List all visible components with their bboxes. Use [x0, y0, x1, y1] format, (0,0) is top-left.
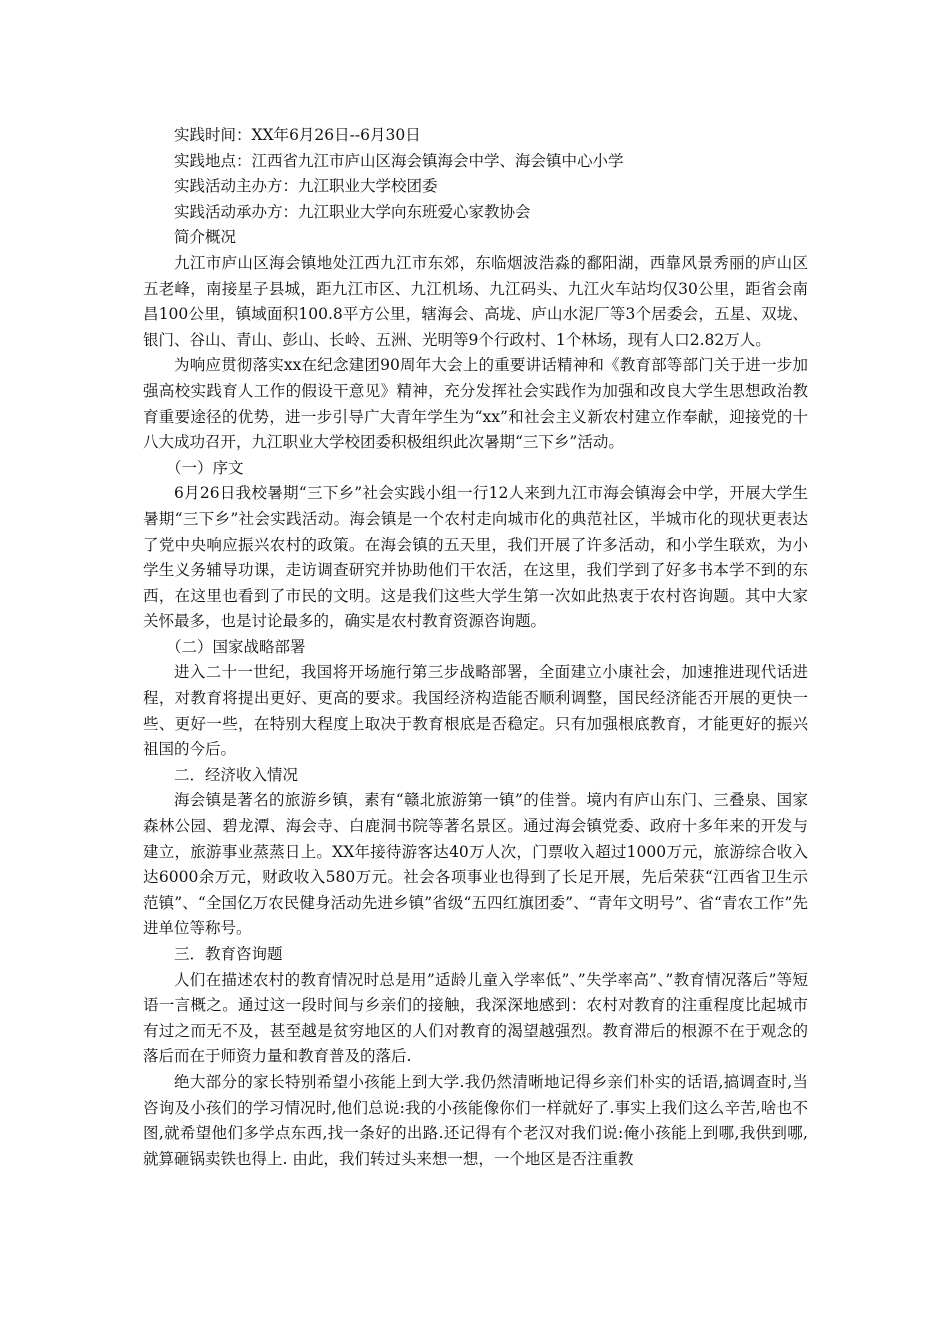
education-heading: 三．教育咨询题 [174, 945, 283, 963]
intro-paragraph-1: 九江市庐山区海会镇地处江西九江市东郊，东临烟波浩淼的鄱阳湖，西靠风景秀丽的庐山区五老峰，南接星子县城，距九江市区、九江机场、九江码头、九江火车站均仅30公里，距省会南昌100公里，镇域面积100.8平方公里，辖海会、高垅、庐山水泥厂等3个居委会，五星、双垅、银门、谷山、青山、彭山、长岭、五洲、光明等9个行政村、1个林场，现有人口2.82万人。 [143, 253, 808, 349]
practice-time: 实践时间：XX年6月26日--6月30日 [174, 126, 421, 144]
strategy-paragraph: 进入二十一世纪，我国将开场施行第三步战略部署，全面建立小康社会，加速推进现代话进程，对教育将提出更好、更高的要求。我国经济构造能否顺利调整，国民经济能否开展的更快一些、更好一些，在特别大程度上取决于教育根底是否稳定。只有加强根底教育，才能更好的振兴祖国的今后。 [143, 663, 808, 759]
education-paragraph-2: 绝大部分的家长特别希望小孩能上到大学.我仍然清晰地记得乡亲们朴实的话语,搞调查时,当咨询及小孩们的学习情况时,他们总说:我的小孩能像你们一样就好了.事实上我们这么辛苦,啥也不图,就希望他们多学点东西,找一条好的出路.还记得有个老汉对我们说:俺小孩能上到哪,我供到哪,就算砸锅卖铁也得上. 由此，我们转过头来想一想，一个地区是否注重教 [143, 1072, 808, 1168]
preface-heading: （一）序文 [166, 458, 244, 477]
intro-heading: 简介概况 [174, 228, 237, 247]
intro-paragraph-2: 为响应贯彻落实xx在纪念建团90周年大会上的重要讲话精神和《教育部等部门关于进一步加强高校实践育人工作的假设干意见》精神，充分发挥社会实践作为加强和改良大学生思想政治教育重要途径的优势，进一步引导广大青年学生为“xx”和社会主义新农村建立作奉献，迎接党的十八大成功召开，九江职业大学校团委积极组织此次暑期“三下乡”活动。 [143, 356, 808, 452]
preface-paragraph: 6月26日我校暑期“三下乡”社会实践小组一行12人来到九江市海会镇海会中学，开展大学生暑期“三下乡”社会实践活动。海会镇是一个农村走向城市化的典范社区，半城市化的现状更表达了党中央响应振兴农村的政策。在海会镇的五天里，我们开展了许多活动，和小学生联欢，为小学生义务辅导功课，走访调查研究并协助他们干农活，在这里，我们学到了好多书本学不到的东西，在这里也看到了市民的文明。这是我们这些大学生第一次如此热衷于农村咨询题。其中大家关怀最多，也是讨论最多的，确实是农村教育资源咨询题。 [143, 484, 808, 631]
practice-undertaker: 实践活动承办方：九江职业大学向东班爱心家教协会 [174, 202, 531, 221]
practice-place: 实践地点：江西省九江市庐山区海会镇海会中学、海会镇中心小学 [174, 151, 624, 170]
economy-paragraph: 海会镇是著名的旅游乡镇，素有“赣北旅游第一镇”的佳誉。境内有庐山东门、三叠泉、国家森林公园、碧龙潭、海会寺、白鹿洞书院等著名景区。通过海会镇党委、政府十多年来的开发与建立，旅游事业蒸蒸日上。XX年接待游客达40万人次，门票收入超过1000万元，旅游综合收入达6000余万元，财政收入580万元。社会各项事业也得到了长足开展，先后荣获“江西省卫生示范镇”、“全国亿万农民健身活动先进乡镇”省级“五四红旗团委”、“青年文明号”、省“青农工作”先进单位等称号。 [143, 791, 808, 938]
document-page [143, 123, 808, 1172]
education-paragraph-1: 人们在描述农村的教育情况时总是用”适龄儿童入学率低”、”失学率高”、”教育情况落后”等短语一言概之。通过这一段时间与乡亲们的接触，我深深地感到：农村对教育的注重程度比起城市有过之而无不及，甚至越是贫穷地区的人们对教育的渴望越强烈。教育滞后的根源不在于观念的落后而在于师资力量和教育普及的落后. [143, 970, 808, 1066]
economy-heading: 二．经济收入情况 [174, 765, 299, 784]
strategy-heading: （二）国家战略部署 [166, 637, 306, 656]
practice-organizer: 实践活动主办方：九江职业大学校团委 [174, 177, 438, 196]
